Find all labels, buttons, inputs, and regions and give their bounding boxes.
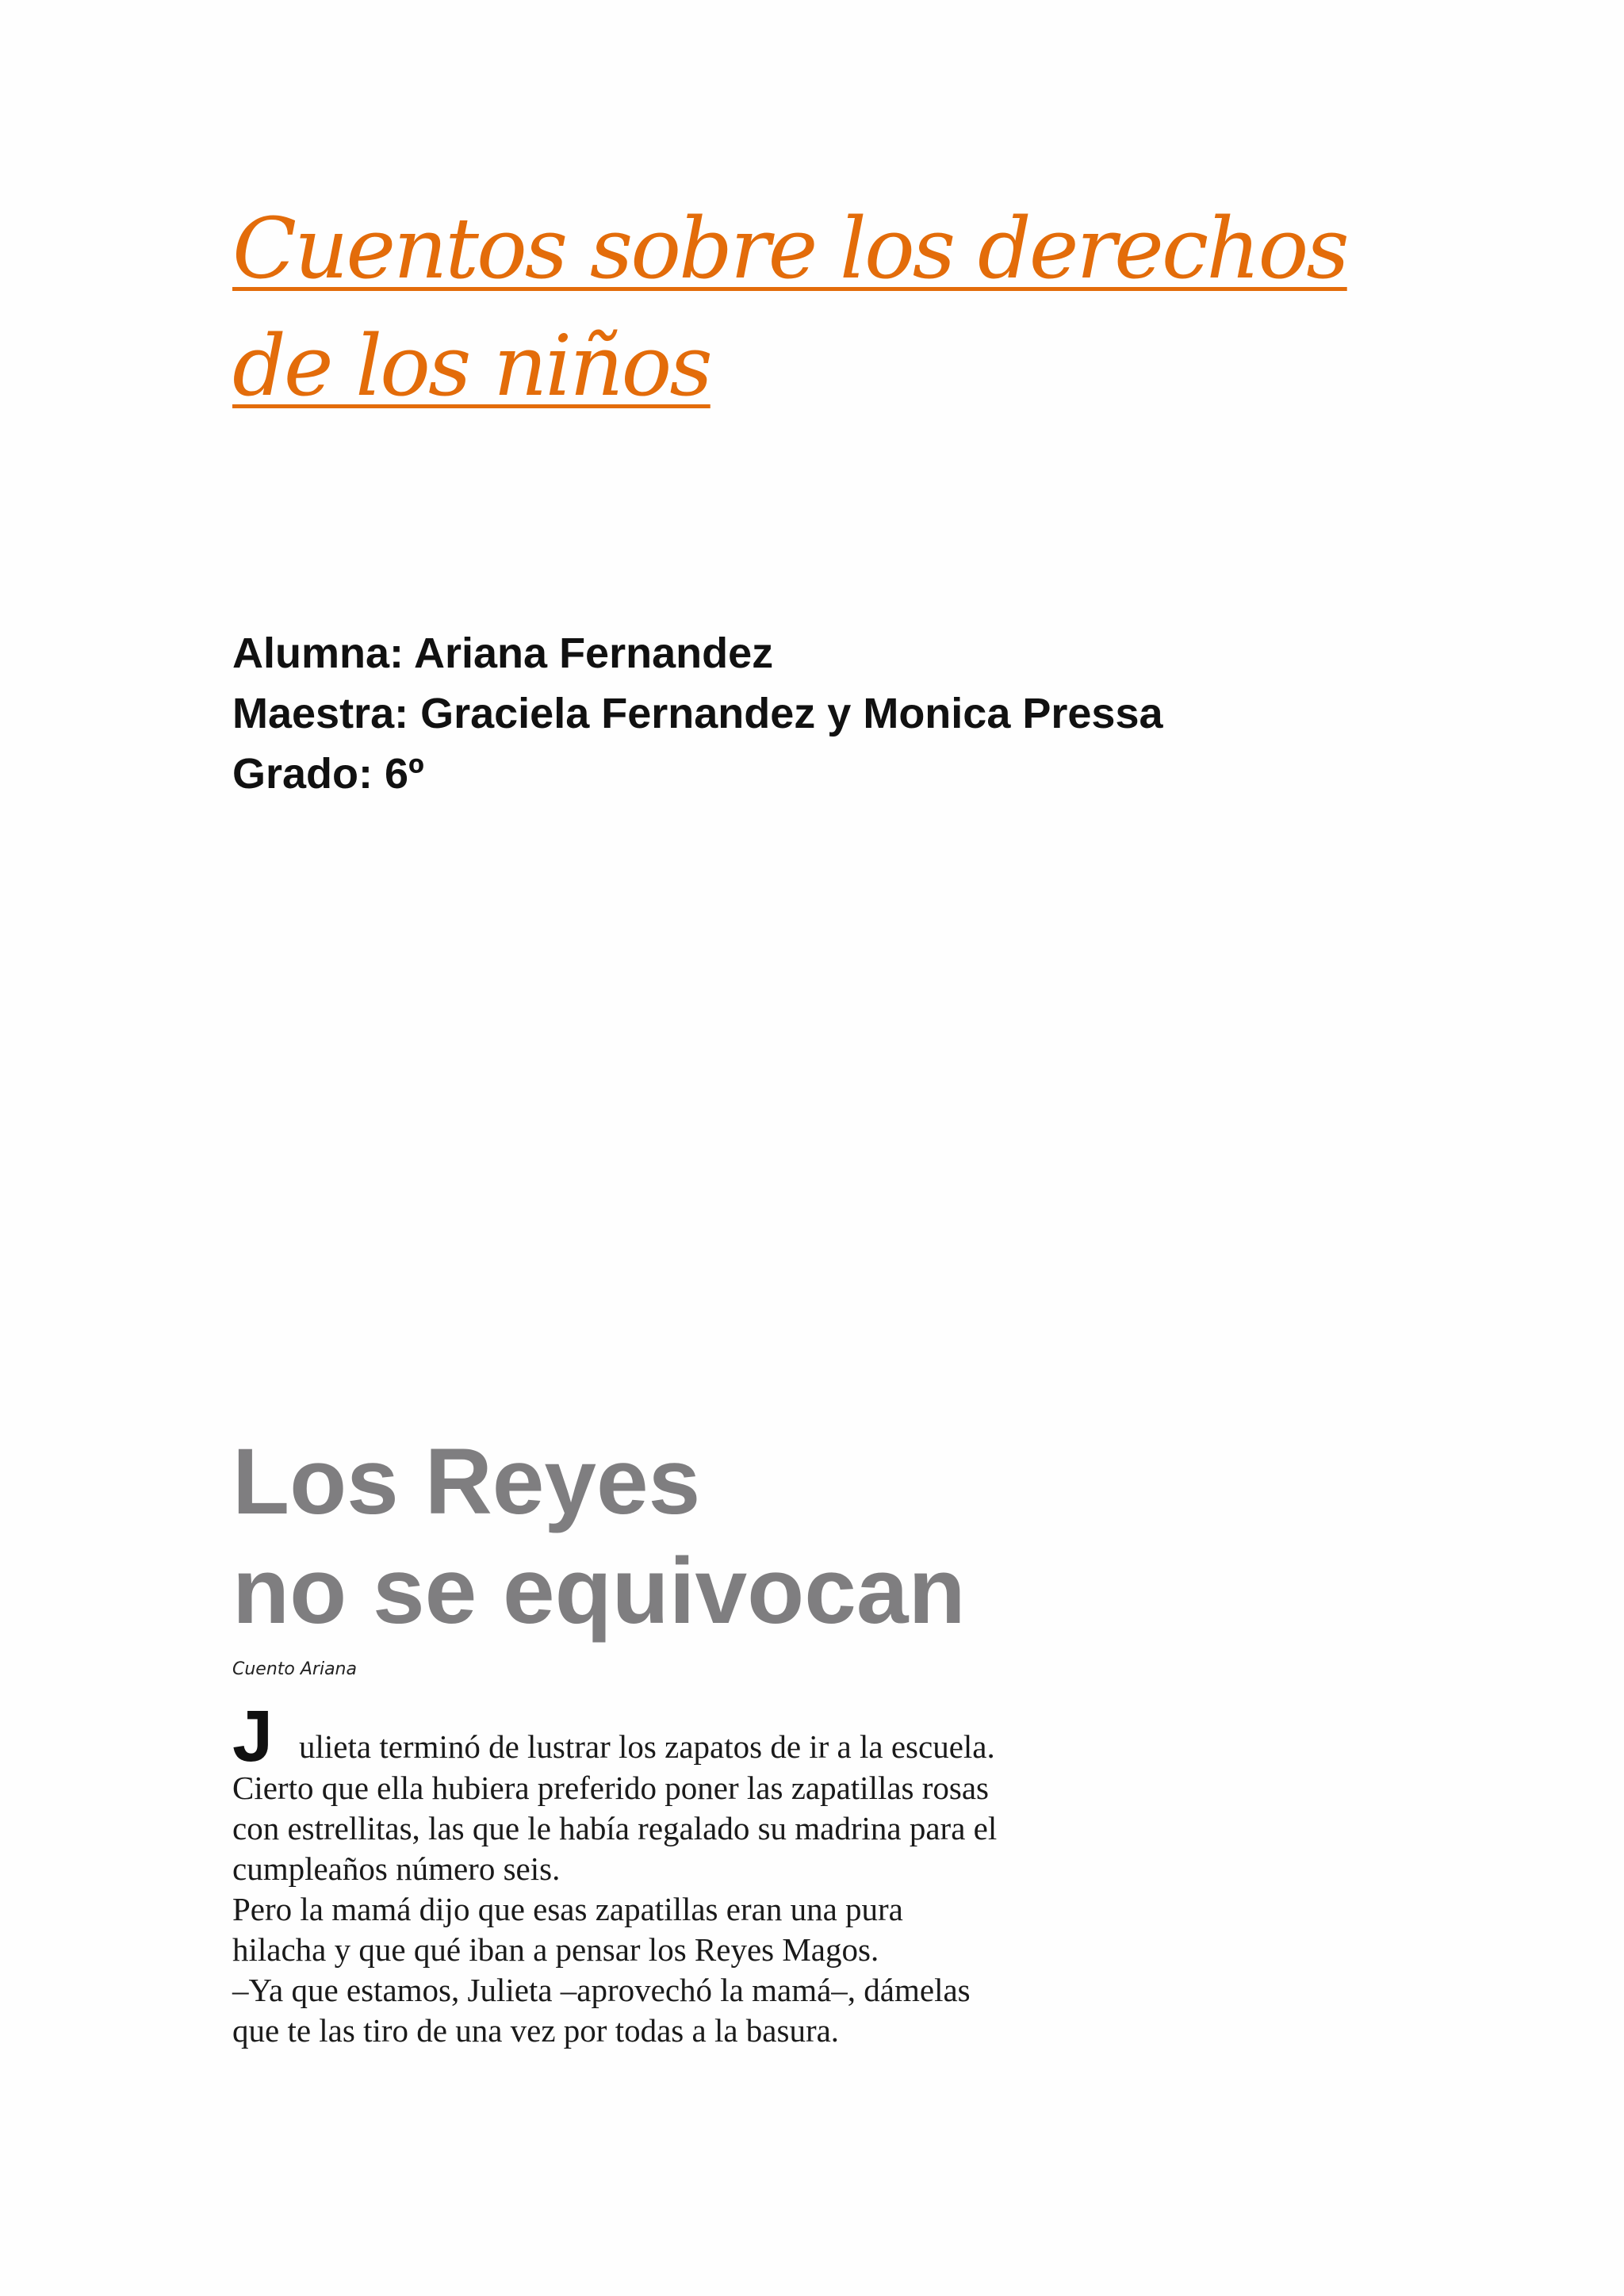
story-title xyxy=(232,1427,1422,1646)
story-line: que te las tiro de una vez por todas a la basura. xyxy=(232,2012,840,2049)
info-block xyxy=(232,623,1422,804)
title-line-2: de los niños xyxy=(232,317,710,415)
document-title xyxy=(232,190,1422,425)
grade-line: Grado: 6º xyxy=(232,750,424,798)
story-author-note: Cuento Ariana xyxy=(232,1659,357,1679)
story-line: cumpleaños número seis. xyxy=(232,1850,561,1887)
story-line: Pero la mamá dijo que esas zapatillas eran una pura xyxy=(232,1891,903,1927)
student-line: Alumna: Ariana Fernandez xyxy=(232,629,774,677)
story-line: –Ya que estamos, Julieta –aprovechó la mamá–, dámelas xyxy=(232,1972,971,2008)
drop-cap: J xyxy=(232,1696,274,1777)
story-title-line-2: no se equivocan xyxy=(232,1539,966,1644)
title-line-1: Cuentos sobre los derechos xyxy=(232,200,1347,297)
story-title-line-1: Los Reyes xyxy=(232,1429,701,1534)
first-line-text: ulieta terminó de lustrar los zapatos de ir a la escuela. xyxy=(299,1728,995,1765)
story-first-line xyxy=(232,1696,1105,1777)
teachers-line: Maestra: Graciela Fernandez y Monica Pressa xyxy=(232,690,1163,737)
story-body xyxy=(232,1696,1105,2051)
story-line: con estrellitas, las que le había regalado su madrina para el xyxy=(232,1810,998,1846)
story-line: hilacha y que qué iban a pensar los Reyes Magos. xyxy=(232,1931,879,1968)
story-line: Cierto que ella hubiera preferido poner las zapatillas rosas xyxy=(232,1770,990,1806)
